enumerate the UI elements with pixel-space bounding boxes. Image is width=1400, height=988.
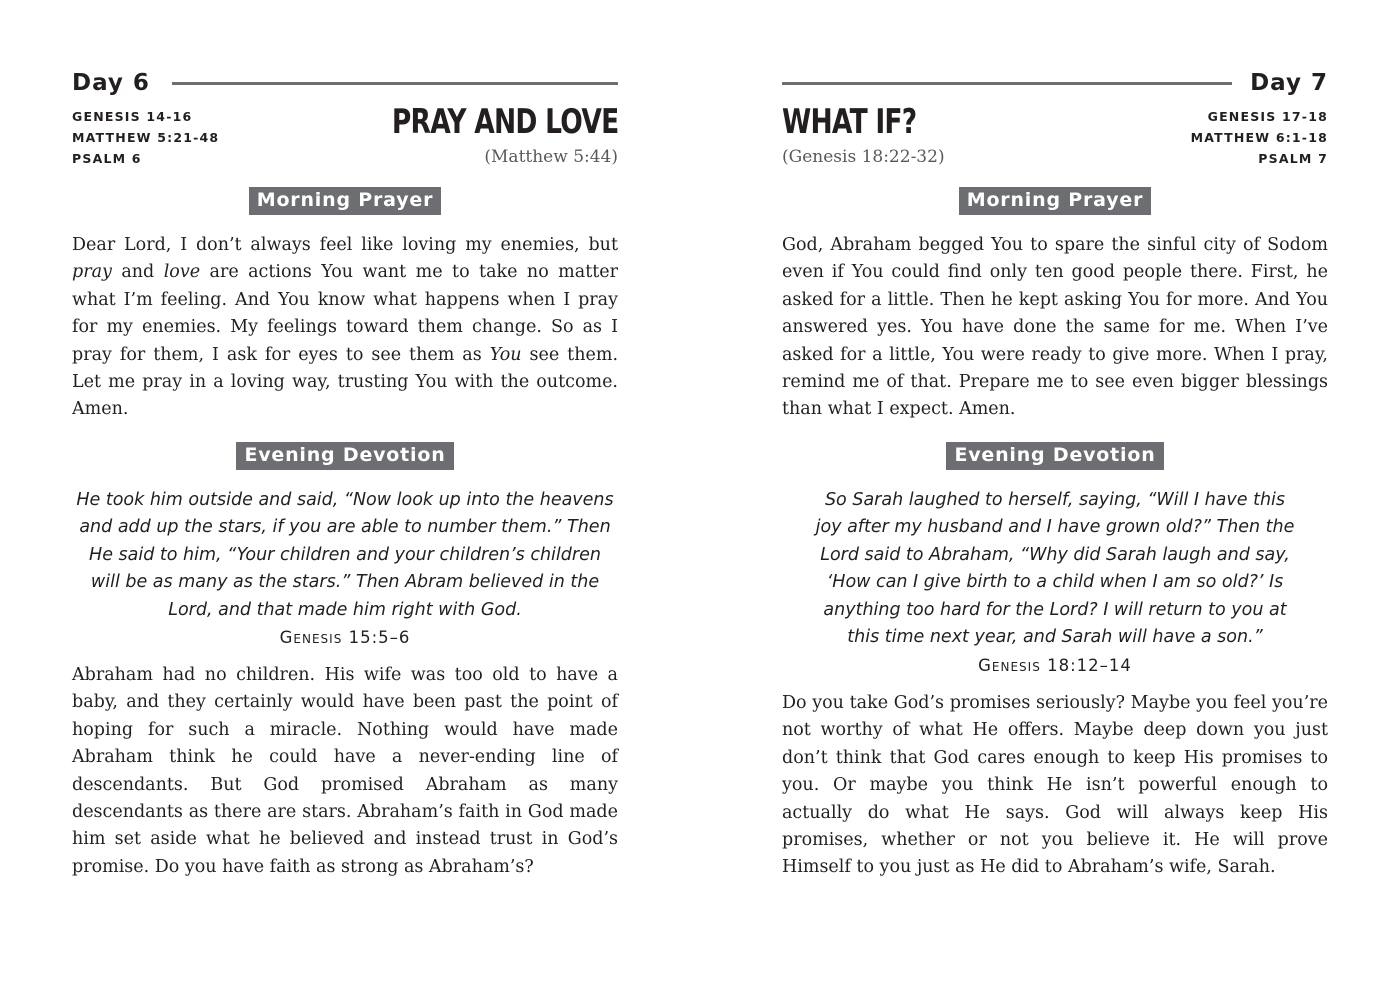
- scripture-reference: Genesis 18:12–14: [978, 656, 1132, 675]
- title-reference: (Matthew 5:44): [484, 147, 618, 167]
- morning-prayer-heading: Morning Prayer: [249, 187, 442, 215]
- day-header: [782, 68, 1328, 100]
- reading-item: PSALM 6: [72, 151, 142, 166]
- day-label: Day 7: [1250, 70, 1328, 96]
- day-header: [72, 68, 618, 100]
- evening-devotion-heading: Evening Devotion: [236, 442, 453, 470]
- reading-list: [1191, 106, 1328, 169]
- reading-item: MATTHEW 6:1-18: [1190, 130, 1328, 145]
- title-reference: (Genesis 18:22-32): [782, 147, 945, 167]
- scripture-verse: So Sarah laughed to herself, saying, “Will I have this joy after my husband and I have grown old?” Then the Lord said to Abraham, “Why did Sarah laugh and say, ‘How can I give birth to a child when I am so old?’ Is anything too hard for the Lord? I will return to you at this time next year, and Sarah will have a son.”: [815, 490, 1295, 648]
- reading-item: PSALM 7: [1258, 151, 1328, 166]
- reading-item: GENESIS 14-16: [72, 109, 193, 124]
- day-label: Day 6: [72, 70, 150, 96]
- scripture-verse: He took him outside and said, “Now look up into the heavens and add up the stars, if you are able to number them.” Then He said to him, “Your children and your children’s children will be as many as the stars.” Then Abram believed in the Lord, and that made him right with God.: [76, 490, 614, 620]
- header-rule: [782, 82, 1232, 85]
- right-page: [782, 0, 1328, 988]
- page-title: WHAT IF?: [782, 102, 917, 142]
- devotion-text: Do you take God’s promises seriously? Maybe you feel you’re not worthy of what He offers. Maybe deep down you just don’t think that God cares enough to keep His promises to you. Or maybe you think He isn’t powerful enough to actually do what He says. God will always keep His promises, whether or not you believe it. He will prove Himself to you just as He did to Abraham’s wife, Sarah.: [782, 693, 1328, 878]
- left-page: [72, 0, 618, 988]
- scripture-reference: Genesis 15:5–6: [279, 628, 411, 647]
- morning-prayer-text: Dear Lord, I don’t always feel like loving my enemies, but pray and love are actions You want me to take no matter what I’m feeling. And You know what happens when I pray for my enemies. My feelings toward them change. So as I pray for them, I ask for eyes to see them as You see them. Let me pray in a loving way, trusting You with the outcome. Amen.: [72, 235, 619, 420]
- morning-prayer-text: God, Abraham begged You to spare the sinful city of Sodom even if You could find only ten good people there. First, he asked for a little. Then he kept asking You for more. And You answered yes. You have done the same for me. When I’ve asked for a little, You were ready to give more. When I pray, remind me of that. Prepare me to see even bigger blessings than what I expect. Amen.: [782, 235, 1328, 420]
- morning-heading-wrap: [782, 187, 1328, 215]
- reading-list: [72, 106, 219, 169]
- evening-heading-wrap: [782, 442, 1328, 470]
- reading-item: MATTHEW 5:21-48: [72, 130, 220, 145]
- morning-prayer-heading: Morning Prayer: [959, 187, 1152, 215]
- reading-item: GENESIS 17-18: [1207, 109, 1328, 124]
- evening-devotion-heading: Evening Devotion: [946, 442, 1163, 470]
- header-rule: [172, 82, 618, 85]
- morning-heading-wrap: [72, 187, 618, 215]
- evening-heading-wrap: [72, 442, 618, 470]
- devotion-text: Abraham had no children. His wife was too old to have a baby, and they certainly would have been past the point of hoping for such a miracle. Nothing would have made Abraham think he could have a never-ending line of descendants. But God promised Abraham as many descendants as there are stars. Abraham’s faith in God made him set aside what he believed and instead trust in God’s promise. Do you have faith as strong as Abraham’s?: [72, 665, 618, 877]
- page-title: PRAY AND LOVE: [391, 102, 618, 142]
